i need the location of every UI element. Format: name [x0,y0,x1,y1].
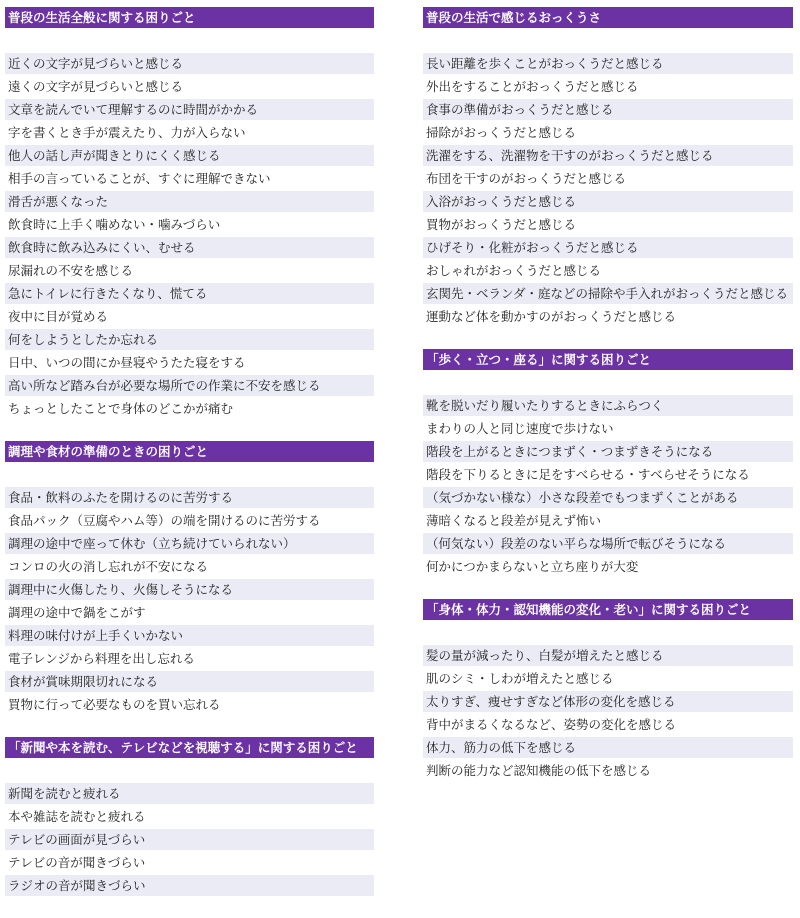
list-item: 新聞を読むと疲れる [5,783,374,804]
list-item: 体力、筋力の低下を感じる [423,737,793,758]
list-item: ちょっとしたことで身体のどこかが痛む [8,401,234,416]
list-item: （気づかない様な）小さな段差でもつまずくことがある [423,487,793,508]
section-cooking-troubles [5,441,374,715]
list-item: 肌のシミ・しわが増えたと感じる [426,671,614,686]
list-item: 高い所など踏み台が必要な場所での作業に不安を感じる [5,375,374,396]
list-item: 調理の途中で鍋をこがす [8,605,146,620]
list-item: テレビの音が聞きづらい [8,855,146,870]
list-item: 他人の話し声が聞きとりにくく感じる [5,145,374,166]
list-item: 滑舌が悪くなった [5,191,374,212]
list-item: 食品・飲料のふたを開けるのに苦労する [5,487,374,508]
list-item: 食品パック（豆腐やハム等）の端を開けるのに苦労する [8,513,321,528]
list-item: 調理の途中で座って休む（立ち続けていられない） [5,533,374,554]
list-item: 字を書くとき手が震えたり、力が入らない [8,125,246,140]
list-item: 夜中に目が覚める [8,309,109,324]
list-item: 掃除がおっくうだと感じる [426,125,577,140]
list-item: 太りすぎ、痩せすぎなど体形の変化を感じる [423,691,793,712]
list-item: 料理の味付けが上手くいかない [5,625,374,646]
list-item: コンロの火の消し忘れが不安になる [8,559,209,574]
list-item: 文章を読んでいて理解するのに時間がかかる [5,99,374,120]
list-item: 薄暗くなると段差が見えず怖い [426,513,602,528]
list-item: 相手の言っていることが、すぐに理解できない [8,171,271,186]
section-header: 「新聞や本を読む、テレビなどを視聴する」に関する困りごと [5,737,374,758]
list-item: 尿漏れの不安を感じる [8,263,134,278]
list-item: 食事の準備がおっくうだと感じる [423,99,793,120]
list-item: 飲食時に上手く噛めない・噛みづらい [8,217,221,232]
list-item: 本や雑誌を読むと疲れる [8,809,146,824]
list-item: 髪の量が減ったり、白髪が増えたと感じる [423,645,793,666]
section-header: 普段の生活で感じるおっくうさ [423,7,793,28]
section-header: 調理や食材の準備のときの困りごと [5,441,374,462]
list-item: 食材が賞味期限切れになる [5,671,374,692]
section-daily-reluctance [423,7,793,327]
list-item: 入浴がおっくうだと感じる [423,191,793,212]
list-item: ラジオの音が聞きづらい [5,875,374,896]
list-item: 運動など体を動かすのがおっくうだと感じる [426,309,677,324]
list-item: （何気ない）段差のない平らな場所で転びそうになる [423,533,793,554]
list-item: 買物がおっくうだと感じる [426,217,577,232]
section-header: 「歩く・立つ・座る」に関する困りごと [423,349,793,370]
list-item: 玄関先・ベランダ・庭などの掃除や手入れがおっくうだと感じる [423,283,793,304]
list-item: 飲食時に飲み込みにくい、むせる [5,237,374,258]
list-item: 何かにつかまらないと立ち座りが大変 [426,559,639,574]
list-item: 急にトイレに行きたくなり、慌てる [5,283,374,304]
list-item: 洗濯をする、洗濯物を干すのがおっくうだと感じる [423,145,793,166]
section-body-aging-troubles [423,599,793,781]
list-item: 判断の能力など認知機能の低下を感じる [426,763,652,778]
list-item: 靴を脱いだり履いたりするときにふらつく [423,395,793,416]
list-item: ひげそり・化粧がおっくうだと感じる [423,237,793,258]
right-column [423,7,793,803]
section-header: 「身体・体力・認知機能の変化・老い」に関する困りごと [423,599,793,620]
list-item: 調理中に火傷したり、火傷しそうになる [5,579,374,600]
list-item: 買物に行って必要なものを買い忘れる [8,697,221,712]
list-item: 背中がまるくなるなど、姿勢の変化を感じる [426,717,677,732]
list-item: 階段を下りるときに足をすべらせる・すべらせそうになる [426,467,750,482]
list-item: テレビの画面が見づらい [5,829,374,850]
list-item: おしゃれがおっくうだと感じる [426,263,602,278]
list-item: 近くの文字が見づらいと感じる [5,53,374,74]
section-daily-life-troubles [5,7,374,419]
left-column [5,7,374,918]
list-item: 外出をすることがおっくうだと感じる [426,79,639,94]
section-reading-viewing-troubles [5,737,374,896]
section-walk-stand-sit-troubles [423,349,793,577]
list-item: 何をしようとしたか忘れる [5,329,374,350]
list-item: 階段を上がるときにつまずく・つまずきそうになる [423,441,793,462]
list-item: まわりの人と同じ速度で歩けない [426,421,614,436]
list-item: 電子レンジから料理を出し忘れる [8,651,195,666]
list-item: 布団を干すのがおっくうだと感じる [426,171,627,186]
section-header: 普段の生活全般に関する困りごと [5,7,374,28]
list-item: 日中、いつの間にか昼寝やうたた寝をする [8,355,246,370]
list-item: 遠くの文字が見づらいと感じる [8,79,184,94]
list-item: 長い距離を歩くことがおっくうだと感じる [423,53,793,74]
